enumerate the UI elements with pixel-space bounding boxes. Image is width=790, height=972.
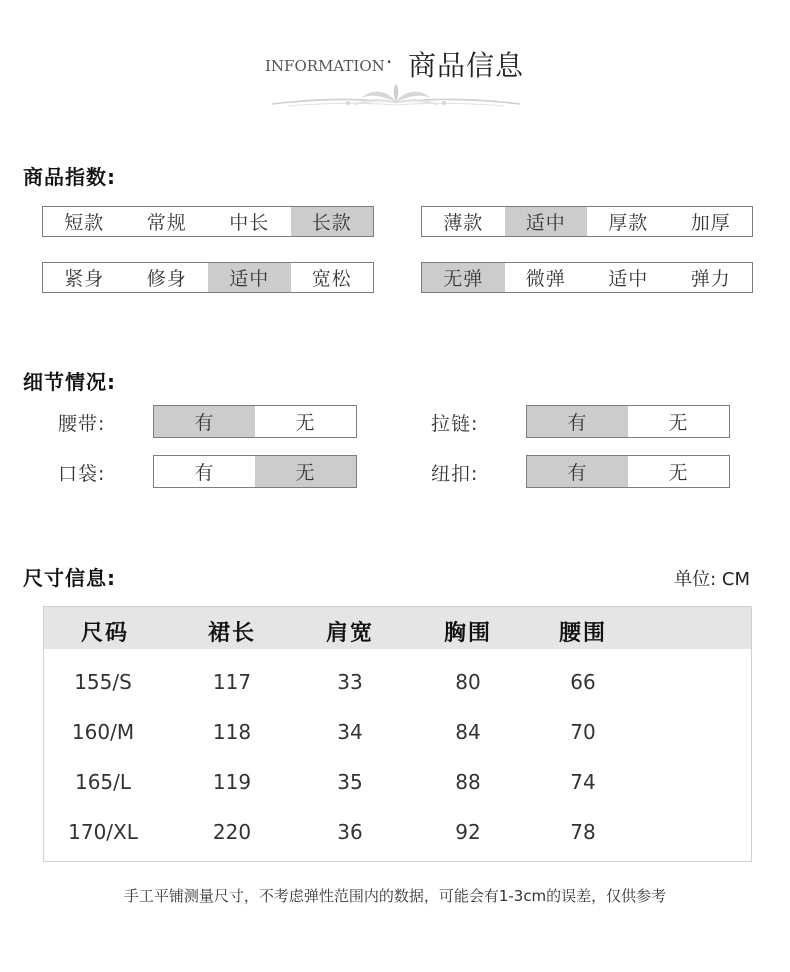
pocket-selector — [153, 455, 357, 488]
thickness-option-thin: 薄款 — [443, 212, 484, 234]
elasticity-option-moderate: 适中 — [608, 268, 649, 290]
cell-skirt-length: 220 — [212, 820, 252, 844]
pocket-option-yes: 有 — [194, 462, 215, 484]
size-section-title: 尺寸信息: — [23, 566, 116, 590]
elasticity-option-none: 无弹 — [422, 263, 505, 292]
cell-skirt-length: 119 — [212, 770, 252, 794]
cell-chest: 80 — [455, 670, 481, 694]
header-chest: 胸围 — [443, 621, 493, 646]
elasticity-option-stretch: 弹力 — [690, 268, 731, 290]
thickness-option-moderate: 适中 — [505, 207, 588, 236]
header-waist: 腰围 — [558, 621, 608, 646]
cell-shoulder: 33 — [337, 670, 363, 694]
fit-option-moderate: 适中 — [208, 263, 291, 292]
cell-waist: 74 — [570, 770, 596, 794]
cell-size: 155/S — [74, 670, 132, 694]
size-table — [43, 606, 752, 862]
measurement-footnote: 手工平铺测量尺寸，不考虑弹性范围内的数据，可能会有1-3cm的误差，仅供参考 — [123, 887, 667, 905]
fit-option-tight: 紧身 — [64, 268, 105, 290]
zipper-option-yes: 有 — [527, 406, 628, 437]
product-index-title: 商品指数: — [23, 165, 116, 189]
button-label: 纽扣: — [431, 463, 479, 485]
cell-chest: 84 — [455, 720, 481, 744]
cell-shoulder: 34 — [337, 720, 363, 744]
cell-size: 170/XL — [68, 820, 138, 844]
cell-shoulder: 36 — [337, 820, 363, 844]
button-selector — [526, 455, 730, 488]
elasticity-option-slight: 微弹 — [525, 268, 566, 290]
belt-selector — [153, 405, 357, 438]
unit-label: 单位: CM — [674, 569, 750, 590]
cell-size: 160/M — [71, 720, 135, 744]
fit-selector — [42, 262, 374, 293]
cell-waist: 66 — [570, 670, 596, 694]
detail-section-title: 细节情况: — [23, 370, 116, 394]
belt-label: 腰带: — [58, 413, 106, 435]
cell-chest: 92 — [455, 820, 481, 844]
header-shoulder: 肩宽 — [325, 621, 375, 646]
cell-chest: 88 — [455, 770, 481, 794]
thickness-option-extra-thick: 加厚 — [690, 212, 731, 234]
header-size: 尺码 — [80, 621, 130, 646]
cell-shoulder: 35 — [337, 770, 363, 794]
header-cn-title: 商品信息 — [408, 49, 525, 82]
zipper-selector — [526, 405, 730, 438]
length-selector — [42, 206, 374, 237]
length-option-regular: 常规 — [146, 212, 187, 234]
length-option-medium: 中长 — [229, 212, 270, 234]
header-ornament-icon — [268, 82, 524, 114]
size-table-header — [44, 607, 751, 649]
elasticity-selector — [421, 262, 753, 293]
zipper-option-no: 无 — [668, 412, 689, 434]
fit-option-loose: 宽松 — [311, 268, 352, 290]
pocket-option-no: 无 — [255, 456, 356, 487]
header-skirt-length: 裙长 — [207, 621, 257, 646]
length-option-short: 短款 — [64, 212, 105, 234]
cell-size: 165/L — [74, 770, 132, 794]
thickness-option-thick: 厚款 — [608, 212, 649, 234]
belt-option-yes: 有 — [154, 406, 255, 437]
cell-waist: 70 — [570, 720, 596, 744]
button-option-yes: 有 — [527, 456, 628, 487]
cell-waist: 78 — [570, 820, 596, 844]
zipper-label: 拉链: — [431, 413, 479, 435]
cell-skirt-length: 117 — [212, 670, 252, 694]
thickness-selector — [421, 206, 753, 237]
length-option-long: 长款 — [291, 207, 374, 236]
fit-option-slim: 修身 — [146, 268, 187, 290]
pocket-label: 口袋: — [58, 463, 106, 485]
belt-option-no: 无 — [295, 412, 316, 434]
button-option-no: 无 — [668, 462, 689, 484]
header-en-title: INFORMATION — [265, 57, 385, 75]
cell-skirt-length: 118 — [212, 720, 252, 744]
header-separator-dot: · — [386, 50, 393, 74]
